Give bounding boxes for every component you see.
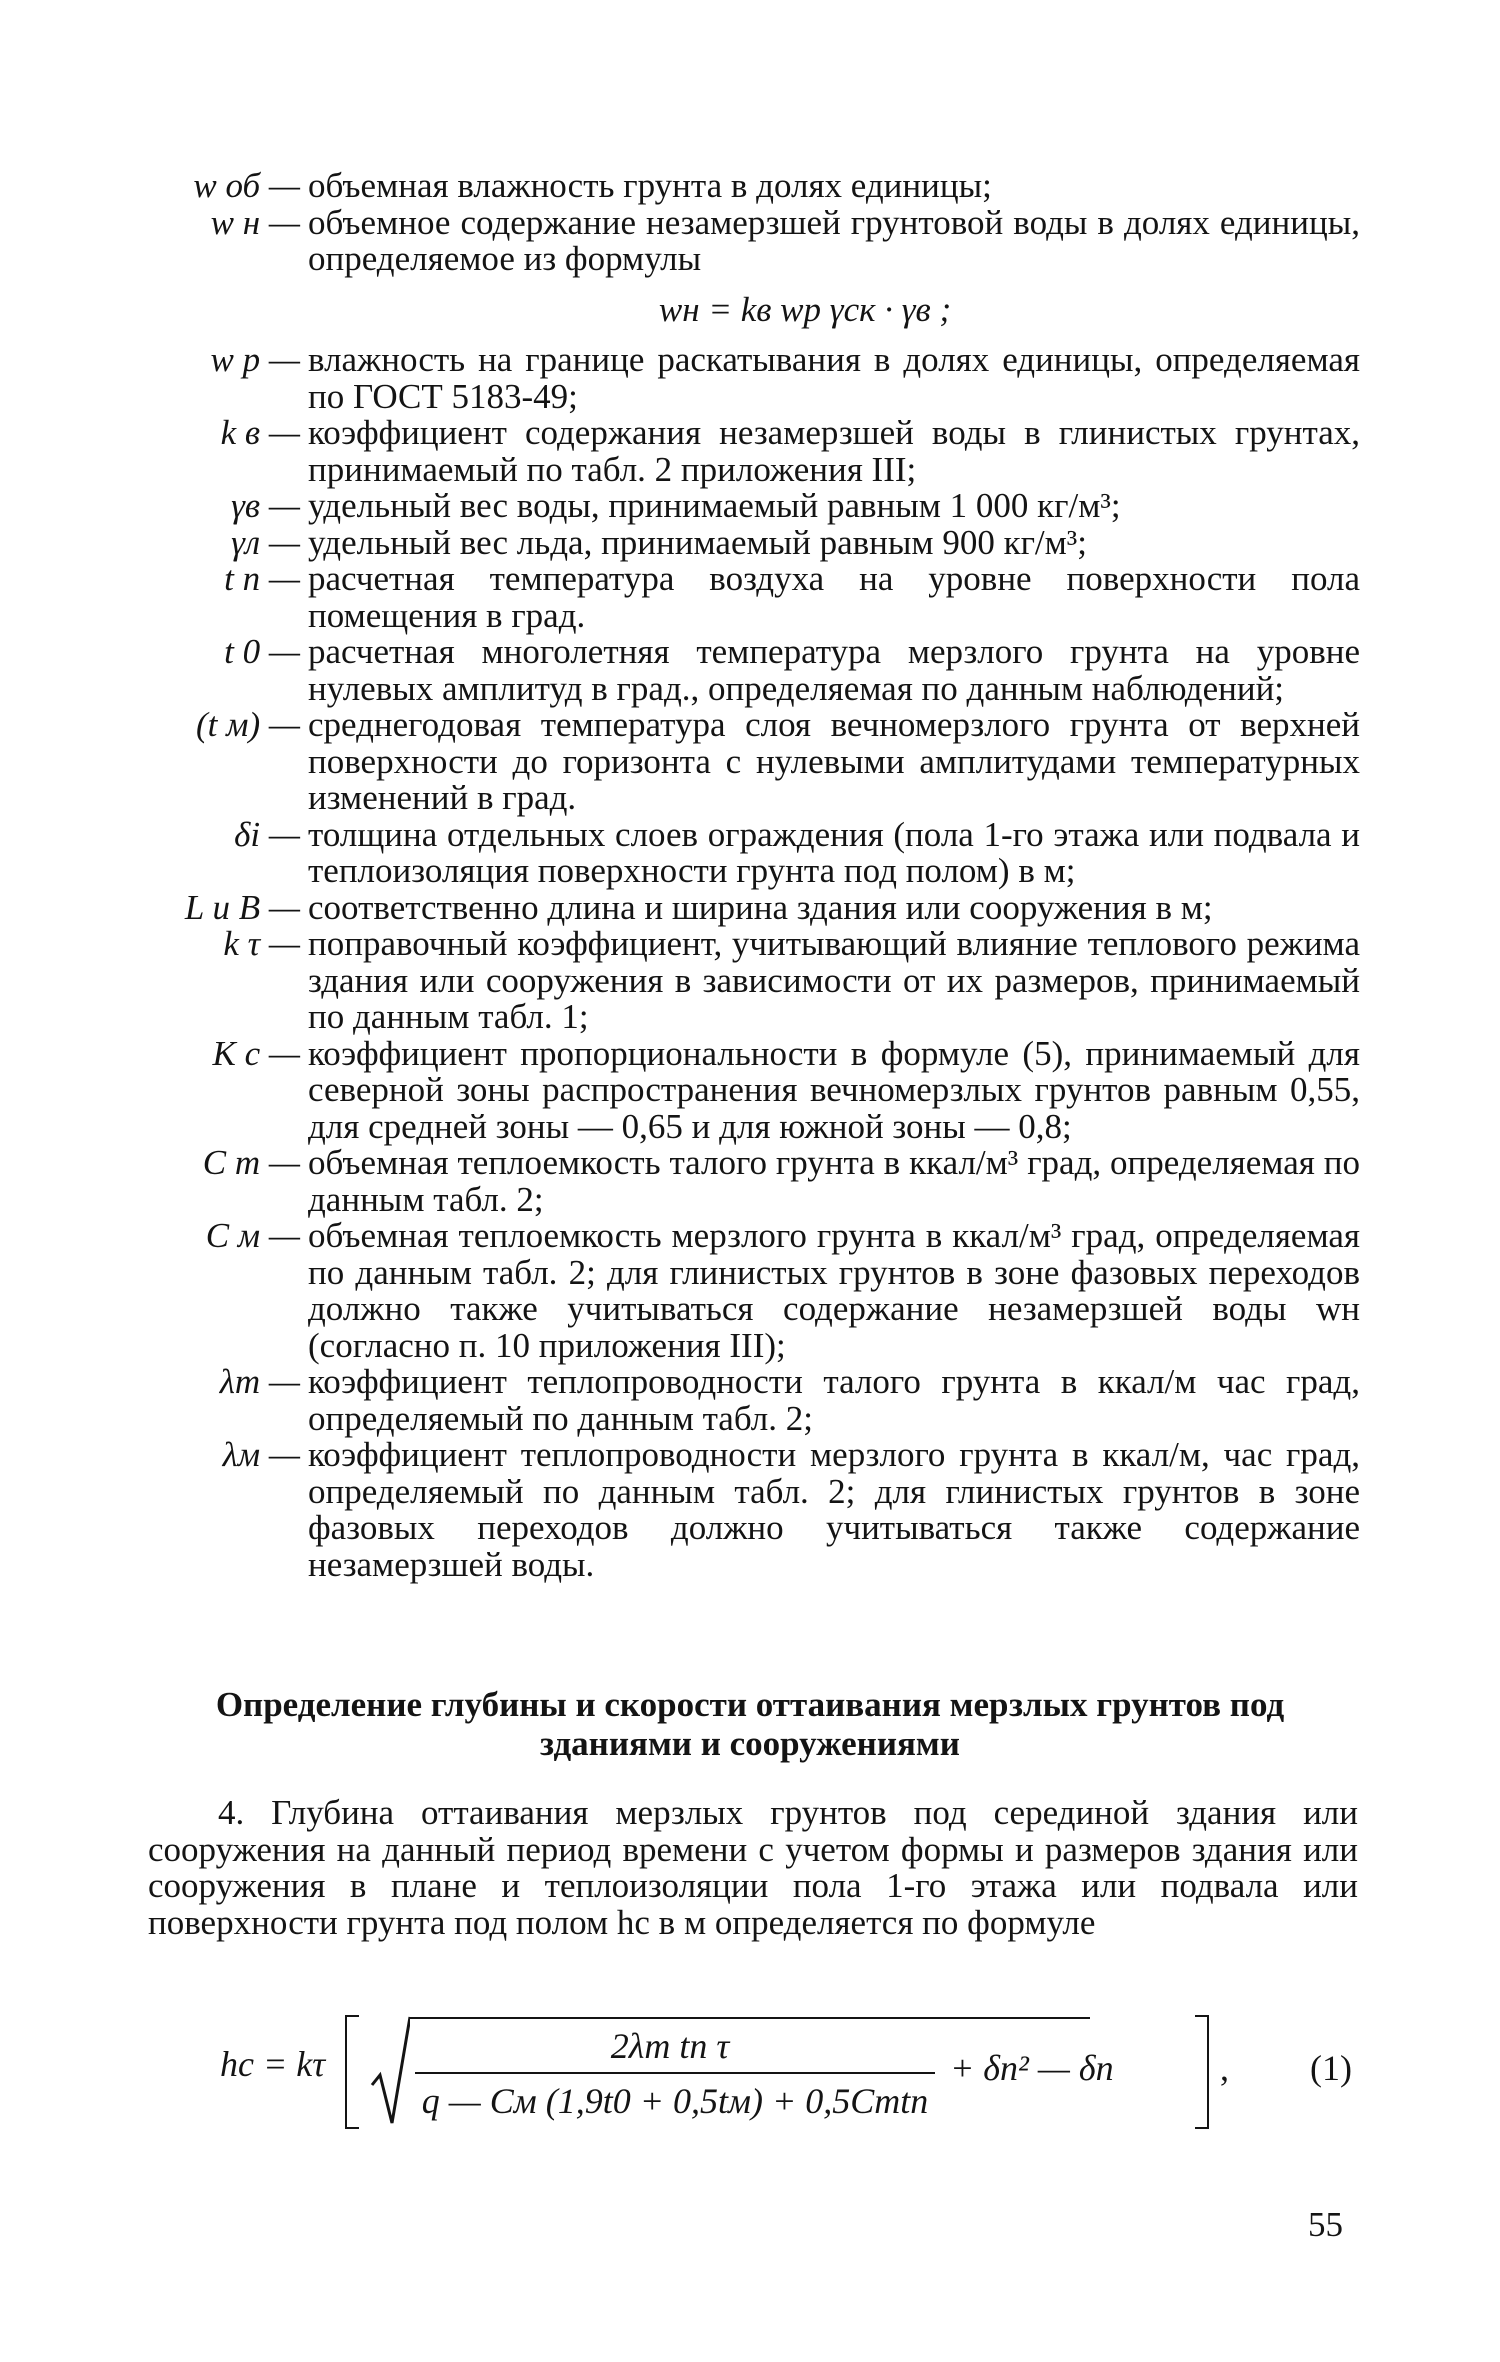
definition-item <box>130 342 1360 415</box>
definition-text: расчетная многолетняя температура мерзлого грунта на уровне нулевых амплитуд в град., определяемая по данным наблюдений; <box>308 632 1360 708</box>
definition-text: соответственно длина и ширина здания или сооружения в м; <box>308 887 1213 927</box>
definition-text: среднегодовая температура слоя вечномерзлого грунта от верхней поверхности до горизонта с нулевыми амплитудами температурных изменений в град. <box>308 705 1360 817</box>
formula-lhs: hс = kτ <box>220 2044 326 2084</box>
section-heading: Определение глубины и скорости оттаивания мерзлых грунтов под зданиями и сооружениями <box>215 1685 1285 1763</box>
definition-text: коэффициент содержания незамерзшей воды в глинистых грунтах, принимаемый по табл. 2 приложения III; <box>308 413 1360 489</box>
definition-text: объемная теплоемкость мерзлого грунта в ккал/м³ град, определяемая по данным табл. 2; для глинистых грунтов в зоне фазовых переходов должно также учитываться содержание незамерзшей воды wн (согласно п. 10 приложения III); <box>308 1216 1360 1365</box>
definition-symbol: t 0 — <box>224 632 300 671</box>
definition-item <box>130 634 1360 707</box>
definition-symbol: L и B — <box>184 887 300 927</box>
sqrt-vinculum <box>410 2017 1090 2019</box>
formula-numerator: 2λт tп τ <box>610 2026 730 2066</box>
equation-number: (1) <box>1310 2048 1352 2088</box>
inline-formula: wн = kв wр γск · γв ; <box>658 289 952 329</box>
definition-text: коэффициент теплопроводности талого грунта в ккал/м час град, определяемый по данным табл. 2; <box>308 1362 1360 1438</box>
definition-item <box>130 887 1360 927</box>
definition-symbol: K с — <box>212 1033 300 1073</box>
definitions-list <box>130 168 1360 1583</box>
right-bracket <box>1195 2015 1209 2129</box>
definition-symbol: γл — <box>231 522 300 562</box>
definition-text: поправочный коэффициент, учитывающий влияние теплового режима здания или сооружения в зависимости от их размеров, принимаемый по данным табл. 1; <box>308 924 1360 1036</box>
left-bracket <box>345 2015 359 2129</box>
definition-text: коэффициент теплопроводности мерзлого грунта в ккал/м, час град, определяемый по данным табл. 2; для глинистых грунтов в зоне фазовых переходов должно учитываться также содержание незамерзшей воды. <box>308 1435 1360 1584</box>
definition-symbol: δi — <box>234 814 300 854</box>
definition-item <box>130 926 1360 1036</box>
definition-symbol: k τ — <box>223 924 300 963</box>
definition-item <box>130 1364 1360 1437</box>
definition-item <box>130 707 1360 817</box>
definition-symbol: k в — <box>220 413 300 452</box>
definition-symbol: γв — <box>231 486 300 525</box>
definition-symbol: λм — <box>222 1435 300 1474</box>
definition-text: объемная влажность грунта в долях единицы; <box>308 166 992 205</box>
definition-item <box>130 561 1360 634</box>
definition-text: расчетная температура воздуха на уровне поверхности пола помещения в град. <box>308 559 1360 635</box>
definition-symbol: (t м) — <box>196 705 300 744</box>
definition-item <box>130 202 1360 278</box>
body-paragraph: 4. Глубина оттаивания мерзлых грунтов под серединой здания или сооружения на данный период времени с учетом формы и размеров здания или сооружения в плане и теплоизоляции пола 1-го этажа или подвала или поверхности грунта под полом hс в м определяется по формуле <box>148 1793 1358 1942</box>
sqrt-sign-icon <box>370 2015 410 2127</box>
definition-text: удельный вес льда, принимаемый равным 900 кг/м³; <box>308 522 1088 562</box>
formula-comma: , <box>1220 2048 1229 2088</box>
definition-symbol: w н — <box>210 202 300 242</box>
definition-item <box>130 415 1360 488</box>
definition-item <box>130 522 1360 562</box>
definition-text: удельный вес воды, принимаемый равным 1 000 кг/м³; <box>308 486 1121 525</box>
definition-item <box>130 814 1360 890</box>
definition-item <box>130 1218 1360 1364</box>
definition-text: влажность на границе раскатывания в долях единицы, определяемая по ГОСТ 5183-49; <box>308 340 1360 416</box>
main-formula <box>220 1995 1352 2145</box>
definition-item <box>130 488 1360 525</box>
definition-text: толщина отдельных слоев ограждения (пола 1-го этажа или подвала и теплоизоляция поверхности грунта под полом) в м; <box>308 814 1360 890</box>
definition-text: объемная теплоемкость талого грунта в ккал/м³ град, определяемая по данным табл. 2; <box>308 1143 1360 1219</box>
fraction-bar <box>415 2072 935 2074</box>
formula-denominator: q — Cм (1,9t0 + 0,5tм) + 0,5Cтtп <box>421 2081 929 2121</box>
definition-symbol: w об — <box>193 166 300 205</box>
definition-text: объемное содержание незамерзшей грунтовой воды в долях единицы, определяемое из формулы <box>308 202 1360 278</box>
definition-symbol: w р — <box>210 340 300 379</box>
definition-text: коэффициент пропорциональности в формуле (5), принимаемый для северной зоны распространения вечномерзлых грунтов равным 0,55, для средней зоны — 0,65 и для южной зоны — 0,8; <box>308 1033 1360 1146</box>
definition-item <box>130 1033 1360 1146</box>
formula-tail: + δп² — δп <box>950 2048 1114 2088</box>
definition-item <box>130 1437 1360 1583</box>
definition-symbol: t п — <box>224 559 300 598</box>
definition-symbol: C м — <box>205 1216 300 1255</box>
definition-item <box>130 168 1360 205</box>
definition-symbol: λт — <box>219 1362 300 1401</box>
page-number: 55 <box>1308 2205 1343 2244</box>
definition-symbol: C т — <box>202 1143 300 1182</box>
definition-item <box>130 1145 1360 1218</box>
